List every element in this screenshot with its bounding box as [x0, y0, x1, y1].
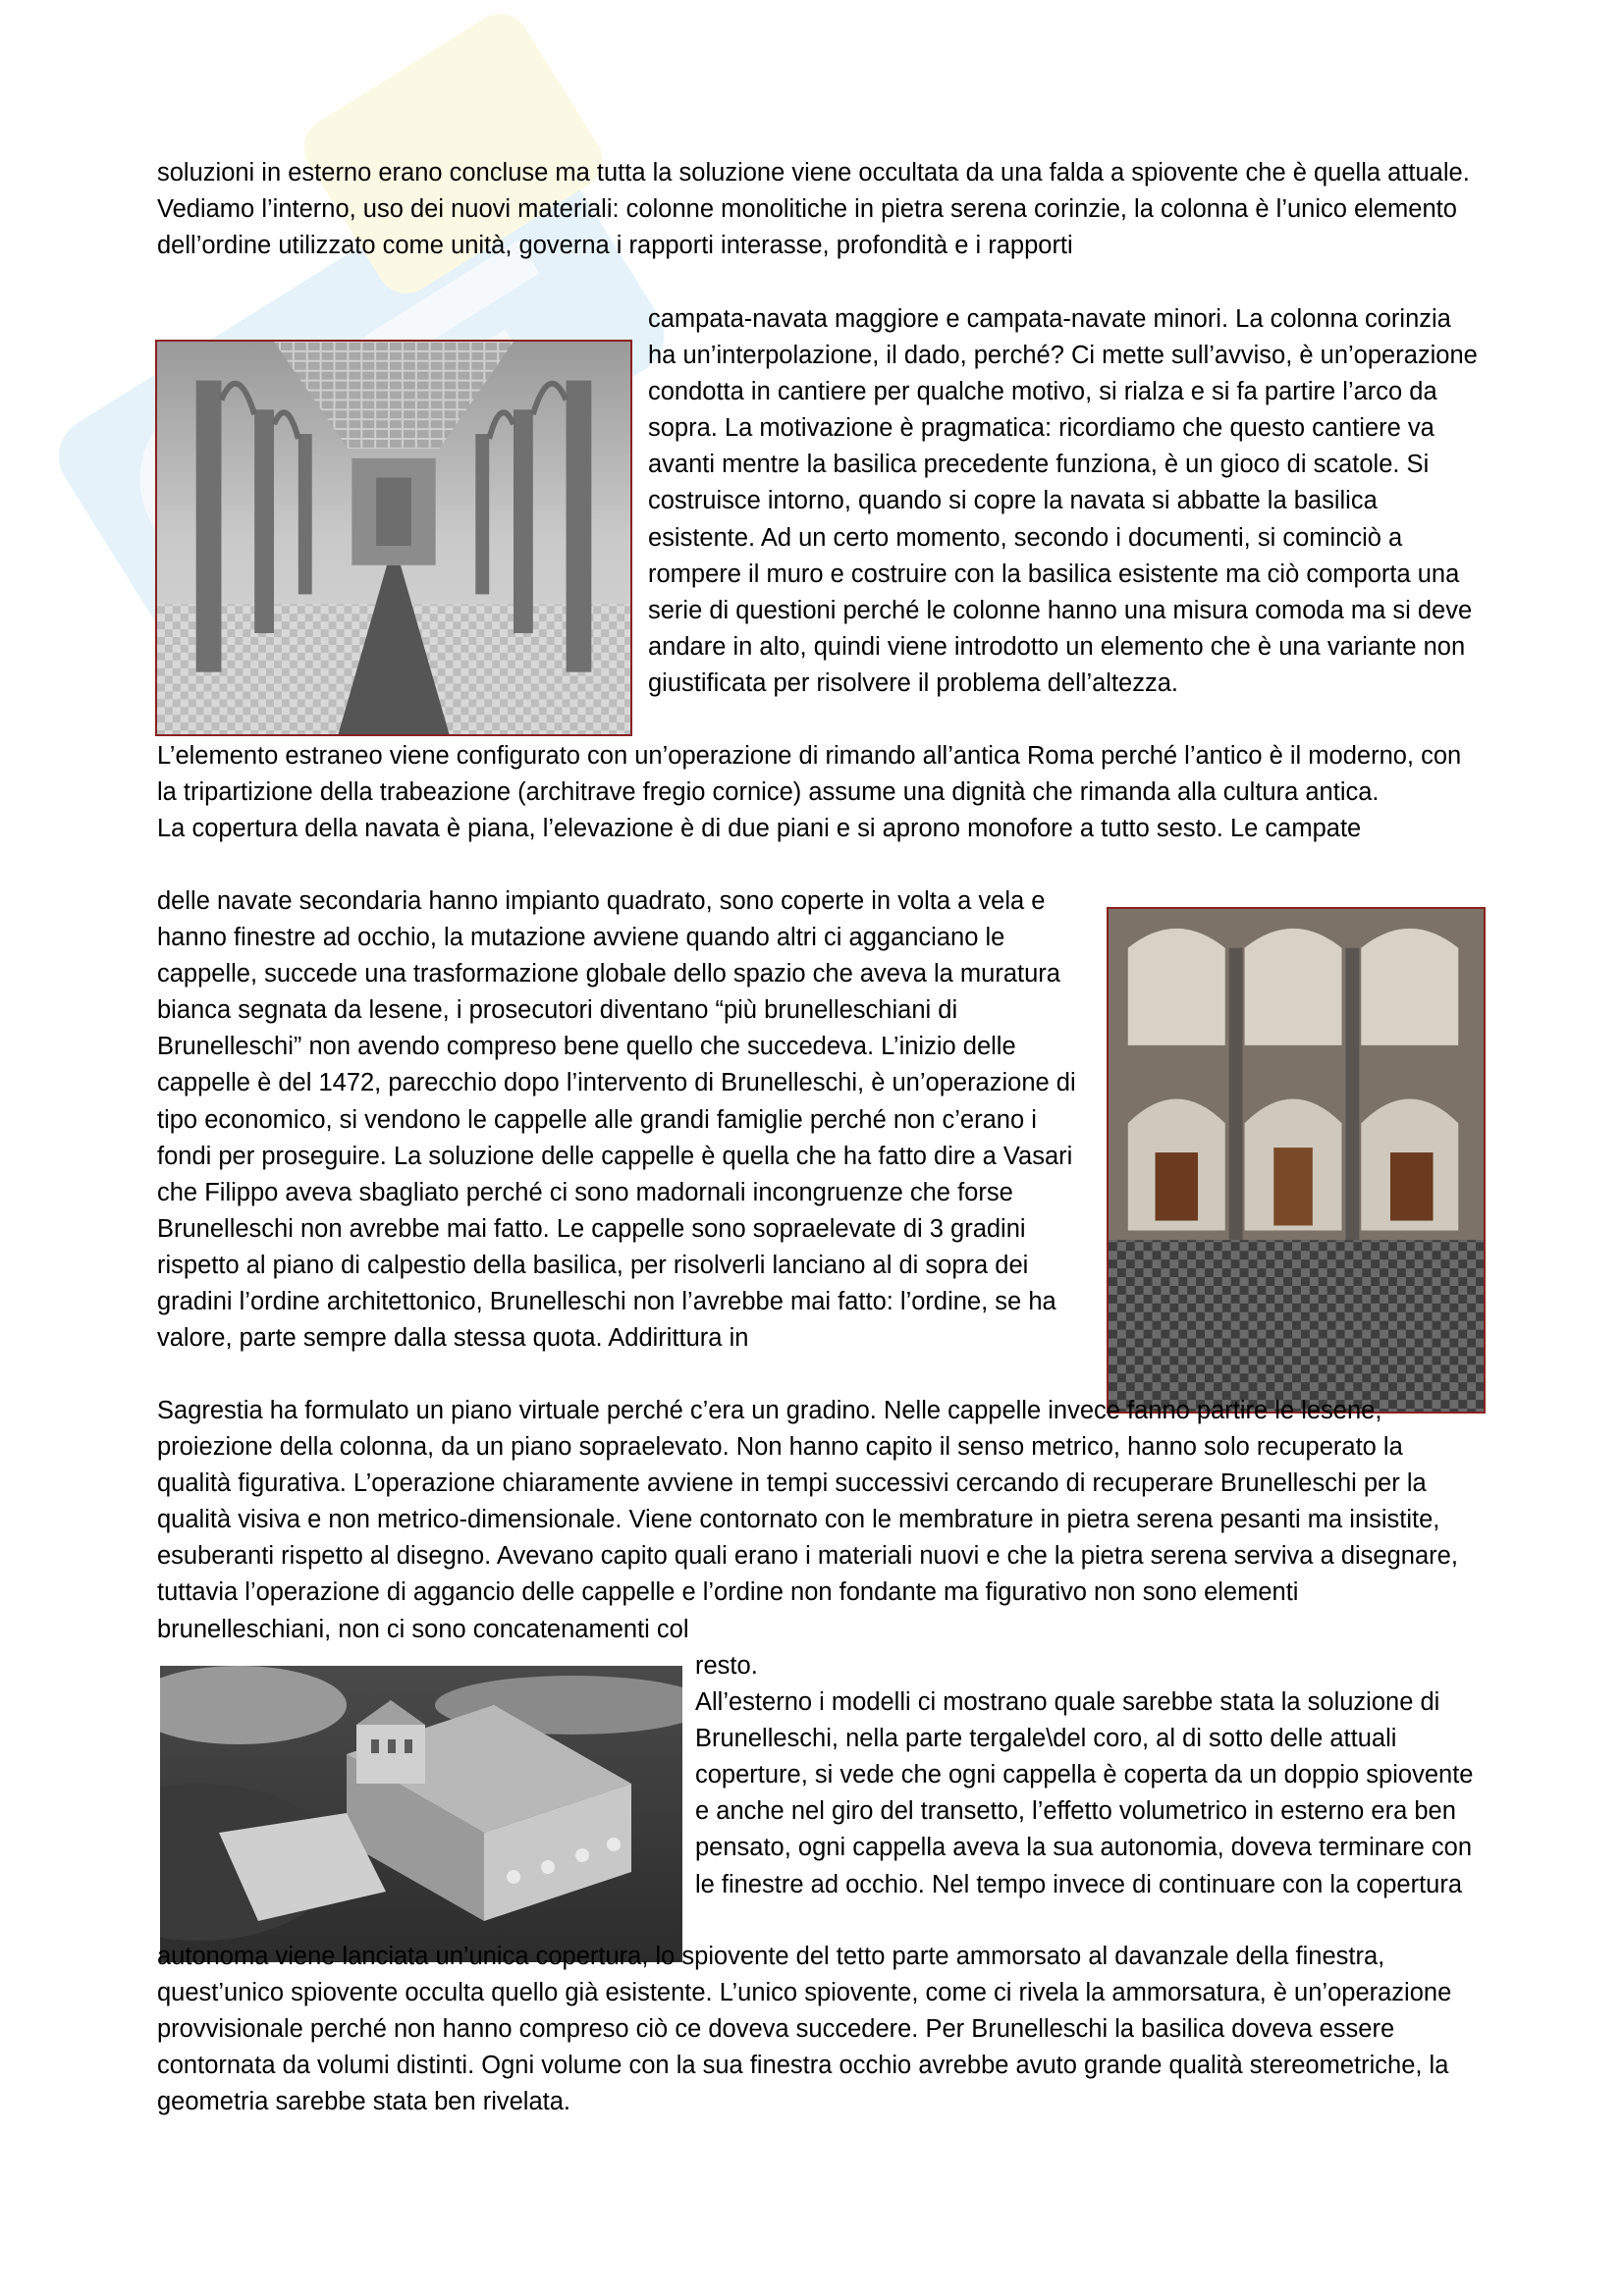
paragraph-block-4 — [157, 883, 1090, 1357]
paragraph-block-3 — [157, 738, 1478, 847]
paragraph-9: All’esterno i modelli ci mostrano quale sarebbe stata la soluzione di Brunelleschi, nella parte tergale\del coro, al di sotto delle attuali coperture, si vede che ogni cappella è coperta da un doppio spiovente e anche nel giro del transetto, l’effetto volumetrico in esterno era ben pensato, ogni cappella aveva la sua autonomia, doveva terminare con le finestre ad occhio. Nel tempo invece di continuare con la copertura — [695, 1688, 1474, 1898]
paragraph-block-6 — [695, 1648, 1478, 1903]
paragraph-7: Sagrestia ha formulato un piano virtuale perché c’era un gradino. Nelle cappelle invece fanno partire le lesene, proiezione della colonna, da un piano sopraelevato. Non hanno capito il senso metrico, hanno solo recuperato la qualità figurativa. L’operazione chiaramente avviene in tempi successivi cercando di recuperare Brunelleschi per la qualità visiva e non metrico-dimensionale. Viene contornato con le membrature in pietra serena pesanti ma insistite, esuberanti rispetto al disegno. Avevano capito quali erano i materiali nuovi e che la pietra serena serviva a disegnare, tuttavia l’operazione di aggancio delle cappelle e l’ordine non fondante ma figurativo non sono elementi brunelleschiani, non ci sono concatenamenti col — [157, 1397, 1458, 1643]
paragraph-3: campata-navata maggiore e campata-navate minori. La colonna corinzia ha un’interpolazione, il dado, perché? Ci mette sull’avviso, è un’operazione condotta in cantiere per qualche motivo, si rialza e si fa partire l’arco da sopra. La motivazione è pragmatica: ricordiamo che questo cantiere va avanti mentre la basilica precedente funziona, è un gioco di scatole. Si costruisce intorno, quando si copre la navata si abbatte la basilica esistente. Ad un certo momento, secondo i documenti, si cominciò a rompere il muro e costruire con la basilica esistente ma ciò comporta una serie di questioni perché le colonne hanno una misura comoda ma si deve andare in alto, quindi viene introdotto un elemento che è una variante non giustificata per risolvere il problema dell’altezza. — [648, 305, 1478, 697]
paragraph-1: soluzioni in esterno erano concluse ma tutta la soluzione viene occultata da una falda a spiovente che è quella attuale. — [157, 159, 1470, 187]
paragraph-block-2 — [648, 301, 1478, 702]
paragraph-block-1 — [157, 155, 1478, 264]
paragraph-2: Vediamo l’interno, uso dei nuovi materiali: colonne monolitiche in pietra serena corinzie, la colonna è l’unico elemento dell’ordine utilizzato come unità, governa i rapporti interasse, profondità e i rapporti — [157, 195, 1457, 260]
nave-interior-photo — [155, 340, 632, 736]
paragraph-6: delle navate secondaria hanno impianto quadrato, sono coperte in volta a vela e hanno finestre ad occhio, la mutazione avviene quando altri ci agganciano le cappelle, succede una trasformazione globale dello spazio che aveva la muratura bianca segnata da lesene, i prosecutori diventano “più brunelleschiani di Brunelleschi” non avendo compreso bene quello che succedeva. L’inizio delle cappelle è del 1472, parecchio dopo l’intervento di Brunelleschi, è un’operazione di tipo economico, si vendono le cappelle alle grandi famiglie perché non c’erano i fondi per proseguire. La soluzione delle cappelle è quella che ha fatto dire a Vasari che Filippo aveva sbagliato perché ci sono madornali incongruenze che forse Brunelleschi non avrebbe mai fatto. Le cappelle sono sopraelevate di 3 gradini rispetto al piano di calpestio della basilica, per risolverli lanciano al di sopra dei gradini l’ordine architettonico, Brunelleschi non l’avrebbe mai fatto: l’ordine, se ha valore, parte sempre dalla stessa quota. Addirittura in — [157, 887, 1076, 1353]
paragraph-4: L’elemento estraneo viene configurato con un’operazione di rimando all’antica Roma perché l’antico è il moderno, con la tripartizione della trabeazione (architrave fregio cornice) assume una dignità che rimanda alla cultura antica. — [157, 742, 1462, 807]
paragraph-8: resto. — [695, 1652, 758, 1680]
paragraph-5: La copertura della navata è piana, l’elevazione è di due piani e si aprono monofore a tutto sesto. Le campate — [157, 815, 1362, 843]
paragraph-block-7 — [157, 1939, 1478, 2120]
model-photo — [160, 1666, 682, 1962]
paragraph-block-5 — [157, 1393, 1478, 1648]
paragraph-10: autonoma viene lanciata un’unica copertura, lo spiovente del tetto parte ammorsato al davanzale della finestra, quest’unico spiovente occulta quello già esistente. L’unico spiovente, come ci rivela la ammorsatura, è un’operazione provvisionale perché non hanno compreso ciò ce doveva succedere. Per Brunelleschi la basilica doveva essere contornata da volumi distinti. Ogni volume con la sua finestra occhio avrebbe avuto grande qualità stereometriche, la geometria sarebbe stata ben rivelata. — [157, 1943, 1452, 2116]
chapels-photo — [1107, 907, 1486, 1414]
